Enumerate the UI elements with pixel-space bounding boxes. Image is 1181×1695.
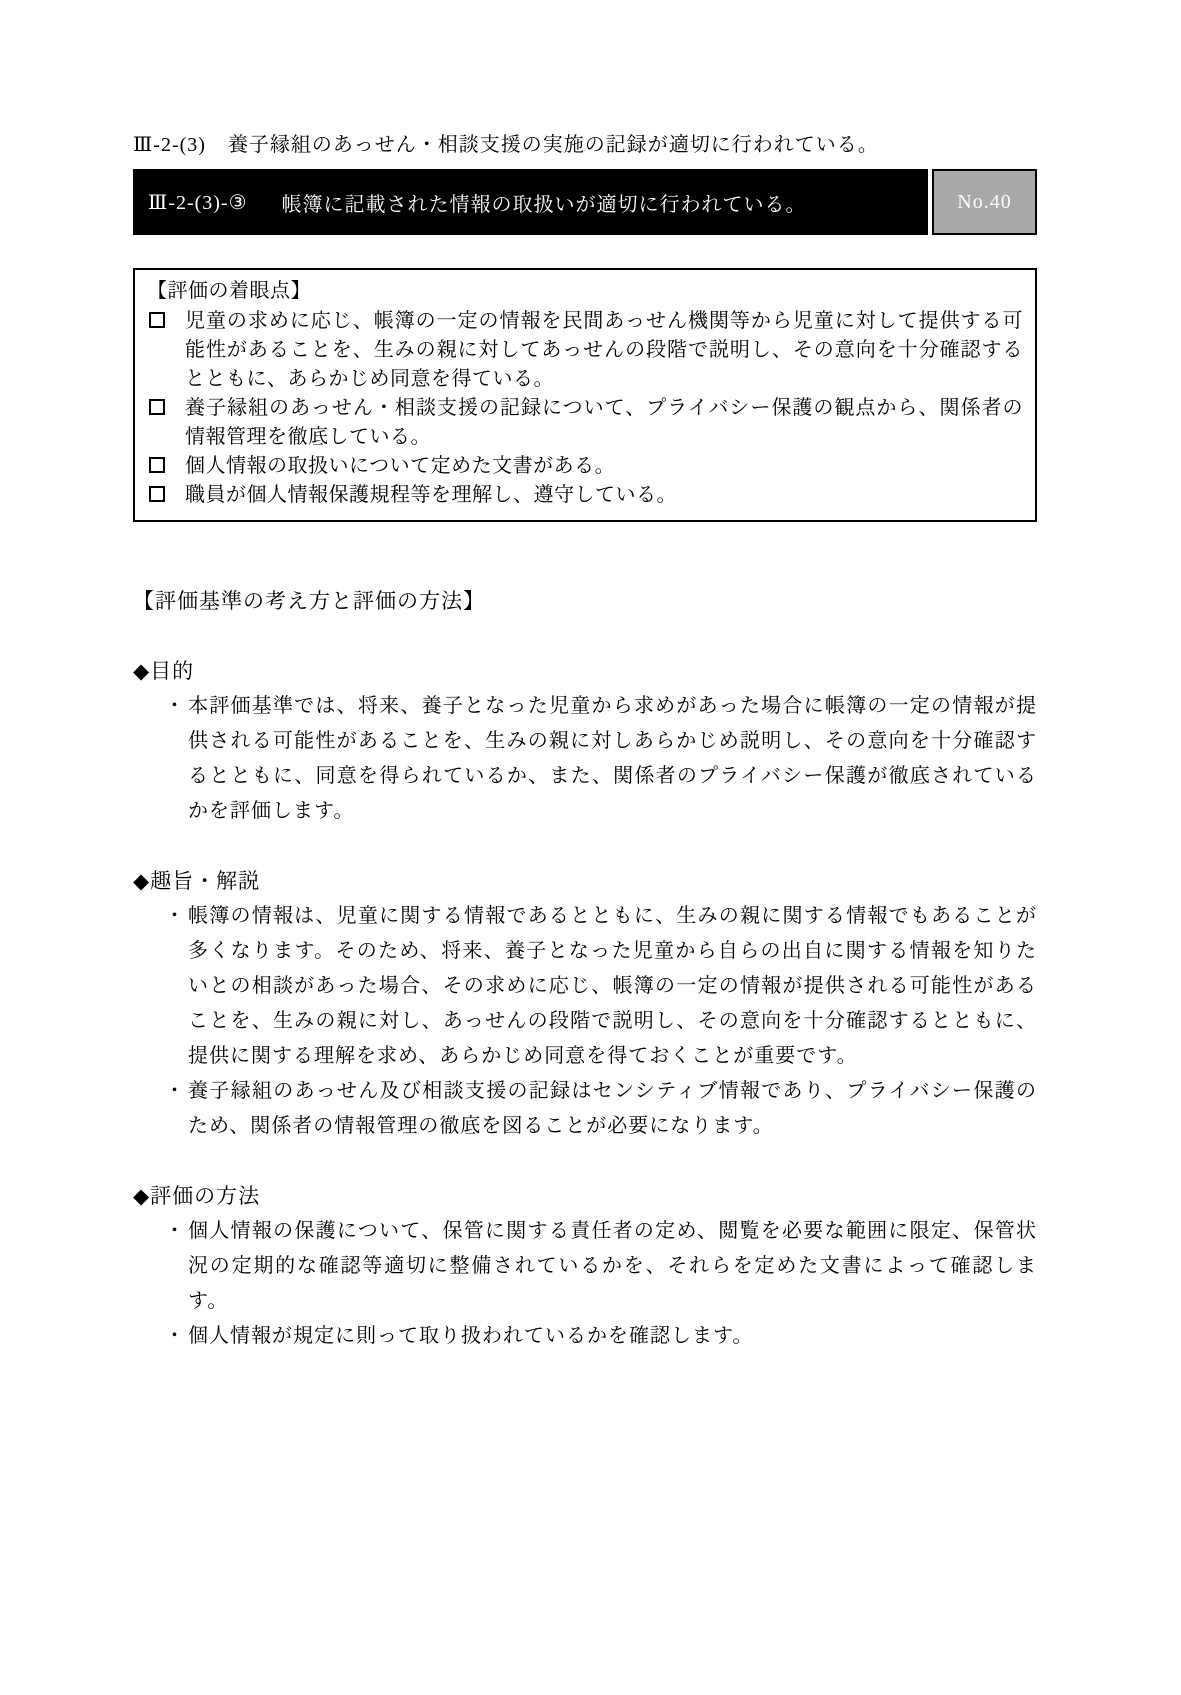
criterion-code: Ⅲ-2-(3)-③ bbox=[148, 191, 248, 214]
criterion-banner bbox=[133, 169, 1037, 235]
section-heading bbox=[133, 132, 1037, 158]
checkpoint-box-heading: 【評価の着眼点】 bbox=[147, 280, 311, 302]
checkbox-icon bbox=[149, 399, 165, 415]
checkbox-icon bbox=[149, 312, 165, 328]
bullet-item bbox=[133, 1074, 1037, 1144]
criterion-number-badge: No.40 bbox=[932, 169, 1037, 235]
checkbox-icon bbox=[149, 457, 165, 473]
checkpoint-item-text: 職員が個人情報保護規程等を理解し、遵守している。 bbox=[185, 484, 677, 506]
checkpoint-item bbox=[147, 307, 1023, 394]
bullet-marker: ・ bbox=[164, 1325, 186, 1347]
criteria-section-method bbox=[133, 1179, 1037, 1354]
bullet-text: 帳簿の情報は、児童に関する情報であるとともに、生みの親に関する情報でもあることが多くなります。そのため、将来、養子となった児童から自らの出自に関する情報を知りたいとの相談があった場合、その求めに応じ、帳簿の一定の情報が提供される可能性があることを、生みの親に対し、あっせんの段階で説明し、その意向を十分確認するとともに、提供に関する理解を求め、あらかじめ同意を得ておくことが重要です。 bbox=[188, 905, 1037, 1067]
section-heading-text: 養子縁組のあっせん・相談支援の実施の記録が適切に行われている。 bbox=[227, 134, 879, 156]
criteria-section-purpose bbox=[133, 654, 1037, 829]
bullet-text: 養子縁組のあっせん及び相談支援の記録はセンシティブ情報であり、プライバシー保護のため、関係者の情報管理の徹底を図ることが必要になります。 bbox=[188, 1080, 1037, 1137]
document-content bbox=[133, 132, 1037, 1354]
bullet-text: 個人情報が規定に則って取り扱われているかを確認します。 bbox=[188, 1325, 754, 1347]
bullet-marker: ・ bbox=[164, 1220, 186, 1242]
checkpoint-item bbox=[147, 394, 1023, 452]
criterion-banner-title-cell bbox=[133, 169, 928, 235]
criteria-section-explanation bbox=[133, 864, 1037, 1144]
bullet-text: 本評価基準では、将来、養子となった児童から求めがあった場合に帳簿の一定の情報が提供される可能性があることを、生みの親に対しあらかじめ説明し、その意向を十分確認するとともに、同意を得られているか、また、関係者のプライバシー保護が徹底されているかを評価します。 bbox=[188, 695, 1037, 822]
criteria-section-title: ◆趣旨・解説 bbox=[133, 869, 261, 893]
criteria-heading: 【評価基準の考え方と評価の方法】 bbox=[133, 589, 485, 613]
bullet-item bbox=[133, 1319, 1037, 1354]
checkpoint-item bbox=[147, 452, 1023, 481]
checkpoint-item-text: 養子縁組のあっせん・相談支援の記録について、プライバシー保護の観点から、関係者の情報管理を徹底している。 bbox=[185, 397, 1023, 448]
bullet-text: 個人情報の保護について、保管に関する責任者の定め、閲覧を必要な範囲に限定、保管状況の定期的な確認等適切に整備されているかを、それらを定めた文書によって確認します。 bbox=[188, 1220, 1037, 1312]
bullet-marker: ・ bbox=[164, 695, 186, 717]
checkpoint-item bbox=[147, 481, 1023, 510]
bullet-item bbox=[133, 899, 1037, 1074]
bullet-marker: ・ bbox=[164, 905, 186, 927]
bullet-marker: ・ bbox=[164, 1080, 186, 1102]
checkpoint-item-text: 児童の求めに応じ、帳簿の一定の情報を民間あっせん機関等から児童に対して提供する可能性があることを、生みの親に対してあっせんの段階で説明し、その意向を十分確認するとともに、あらかじめ同意を得ている。 bbox=[185, 310, 1023, 390]
evaluation-checkpoint-box bbox=[133, 268, 1037, 522]
section-heading-code: Ⅲ-2-(3) bbox=[133, 134, 206, 156]
criteria-section-title: ◆目的 bbox=[133, 659, 195, 683]
criterion-title: 帳簿に記載された情報の取扱いが適切に行われている。 bbox=[281, 193, 807, 216]
bullet-item bbox=[133, 1214, 1037, 1319]
checkpoint-item-text: 個人情報の取扱いについて定めた文書がある。 bbox=[185, 455, 616, 477]
bullet-item bbox=[133, 689, 1037, 829]
checkbox-icon bbox=[149, 486, 165, 502]
criteria-section-title: ◆評価の方法 bbox=[133, 1184, 261, 1208]
